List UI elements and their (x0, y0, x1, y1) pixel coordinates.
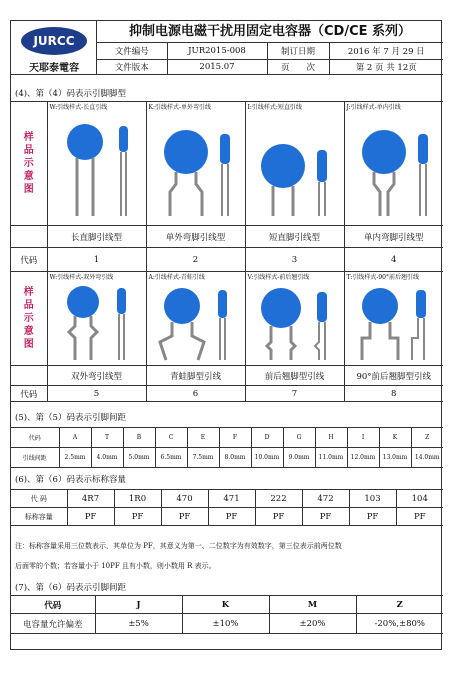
lead-diagram-6 (146, 272, 245, 366)
spacing-value-cell: 2.5mm (59, 448, 91, 468)
spacing-code-cell: Z (411, 428, 443, 448)
capacitor-short-straight-icon (249, 112, 341, 220)
spacing-value-cell: 8.0mm (219, 448, 251, 468)
lead-code-6: 6 (146, 386, 245, 402)
doc-no-value: JUR2015-008 (167, 43, 267, 59)
lead-diagram-3 (245, 102, 344, 226)
lead-caption-7: V:引线样式-前后翘引线 (247, 274, 310, 281)
page-label: 页 次 (267, 59, 329, 75)
capacitance-code-cell: 222 (255, 490, 302, 508)
lead-diagram-2 (146, 102, 245, 226)
capacitance-unit-cell: PF (349, 508, 396, 526)
spacing-code-cell: T (91, 428, 123, 448)
company-name: 天耶泰電容 (29, 63, 79, 74)
lead-spacing-table (11, 427, 443, 468)
spacing-code-cell: K (379, 428, 411, 448)
spacing-code-cell: E (187, 428, 219, 448)
spacing-value-cell: 5.0mm (123, 448, 155, 468)
lead-caption-3: I:引线样式:短直引线 (247, 104, 302, 111)
capacitor-frog-leg-icon (150, 282, 242, 362)
spacing-value-label: 引线间距 (11, 448, 59, 468)
tolerance-code-label: 代码 (11, 596, 95, 614)
lead-caption-4: J:引线样式-单内引线 (346, 104, 401, 111)
lead-code-1: 1 (47, 248, 146, 272)
lead-caption-6: A:引线样式-青蛙引线 (148, 274, 205, 281)
capacitor-90-degree-kink-icon (348, 282, 440, 362)
code-label-2: 代码 (11, 386, 47, 402)
lead-name-5: 双外弯引线型 (47, 366, 146, 386)
capacitance-note-2: 后面零的个数；若容量小于 10PF 且有小数，则小数用 R 表示。 (15, 562, 216, 570)
capacitance-code-cell: 471 (208, 490, 255, 508)
lead-caption-1: W:引线样式-长直引线 (49, 104, 108, 111)
spacing-value-cell: 7.5mm (187, 448, 219, 468)
capacitance-code-cell: 103 (349, 490, 396, 508)
document-header (11, 21, 443, 75)
lead-diagram-5 (47, 272, 146, 366)
tolerance-value-label: 电容量允许偏差 (11, 614, 95, 634)
capacitance-note-1: 注：标称容量采用三位数表示，其单位为 PF，其意义为第一、二位数字为有效数字，第三位表示前两位数 (15, 542, 342, 550)
capacitor-single-inner-bend-icon (348, 112, 440, 220)
spacing-value-cell: 10.0mm (251, 448, 283, 468)
spacing-value-cell: 11.0mm (315, 448, 347, 468)
lead-name-7: 前后翘脚型引线 (245, 366, 344, 386)
lead-name-6: 青蛙脚型引线 (146, 366, 245, 386)
document-page (10, 20, 442, 650)
lead-code-8: 8 (344, 386, 443, 402)
lead-style-table (11, 101, 443, 402)
capacitance-unit-cell: PF (67, 508, 114, 526)
capacitor-single-outer-bend-icon (150, 112, 242, 220)
section-6-title: (6)、第（6）码表示标称容量 (15, 475, 126, 485)
capacitance-code-cell: 104 (396, 490, 443, 508)
page-value: 第 2 页 共 12页 (355, 63, 417, 74)
code-label-1: 代码 (11, 248, 47, 272)
lead-code-5: 5 (47, 386, 146, 402)
capacitance-unit-cell: PF (255, 508, 302, 526)
tolerance-code-cell: M (269, 596, 356, 614)
tolerance-code-cell: J (95, 596, 182, 614)
spacing-value-cell: 9.0mm (283, 448, 315, 468)
lead-code-4: 4 (344, 248, 443, 272)
capacitance-code-cell: 1R0 (114, 490, 161, 508)
spacing-code-cell: A (59, 428, 91, 448)
spacing-value-cell: 12.0mm (347, 448, 379, 468)
section-5-title: (5)、第（5）码表示引脚间距 (15, 413, 126, 423)
capacitance-unit-cell: PF (396, 508, 443, 526)
date-value: 2016 年 7 月 29 日 (329, 43, 443, 59)
spacing-value-cell: 13.0mm (379, 448, 411, 468)
lead-code-7: 7 (245, 386, 344, 402)
spacing-value-cell: 4.0mm (91, 448, 123, 468)
document-meta (97, 43, 443, 75)
capacitance-table (11, 489, 443, 526)
lead-name-2: 单外弯脚引线型 (146, 226, 245, 248)
doc-no-label: 文件编号 (97, 43, 167, 59)
sample-diagram-label-1: 样 品 示 意 图 (11, 102, 47, 226)
capacitor-double-outer-bend-icon (51, 282, 143, 362)
spacing-code-cell: G (283, 428, 315, 448)
spacing-code-cell: B (123, 428, 155, 448)
lead-code-3: 3 (245, 248, 344, 272)
lead-name-3: 短直脚引线型 (245, 226, 344, 248)
lead-diagram-7 (245, 272, 344, 366)
lead-name-4: 单内弯脚引线型 (344, 226, 443, 248)
capacitor-front-back-kink-icon (249, 282, 341, 362)
spacing-code-cell: D (251, 428, 283, 448)
tolerance-code-cell: Z (356, 596, 443, 614)
spacing-code-cell: H (315, 428, 347, 448)
lead-caption-5: W:引线样式-双外弯引线 (49, 274, 114, 281)
company-logo: JURCC (21, 27, 87, 55)
section-7-title: (7)、第（6）码表示引脚间距 (15, 583, 126, 593)
capacitance-unit-cell: PF (161, 508, 208, 526)
date-label: 制订日期 (267, 43, 329, 59)
version-value: 2015.07 (167, 59, 267, 75)
tolerance-value-cell: -20%,±80% (356, 614, 443, 634)
spacing-code-label: 代码 (11, 428, 59, 448)
capacitance-unit-cell: PF (208, 508, 255, 526)
tolerance-table (11, 595, 443, 634)
tolerance-value-cell: ±5% (95, 614, 182, 634)
tolerance-value-cell: ±20% (269, 614, 356, 634)
logo-cell (11, 21, 97, 75)
capacitance-unit-cell: PF (114, 508, 161, 526)
capacitance-code-cell: 4R7 (67, 490, 114, 508)
capacitance-unit-cell: PF (302, 508, 349, 526)
lead-name-8: 90°前后翘脚型引线 (344, 366, 443, 386)
capacitance-code-label: 代 码 (11, 490, 67, 508)
capacitance-code-cell: 470 (161, 490, 208, 508)
lead-code-2: 2 (146, 248, 245, 272)
document-title: 抑制电源电磁干扰用固定电容器（CD/CE 系列） (97, 21, 443, 43)
version-label: 文件版本 (97, 59, 167, 75)
lead-diagram-4 (344, 102, 443, 226)
section-4-title: (4)、第（4）码表示引脚脚型 (15, 89, 126, 99)
capacitance-code-cell: 472 (302, 490, 349, 508)
lead-diagram-8 (344, 272, 443, 366)
lead-name-1: 长直脚引线型 (47, 226, 146, 248)
lead-caption-8: T:引线样式-90°前后翘引线 (346, 274, 419, 281)
spacing-code-cell: C (155, 428, 187, 448)
spacing-value-cell: 14.0mm (411, 448, 443, 468)
capacitance-unit-label: 标称容量 (11, 508, 67, 526)
tolerance-value-cell: ±10% (182, 614, 269, 634)
spacing-code-cell: I (347, 428, 379, 448)
tolerance-code-cell: K (182, 596, 269, 614)
lead-caption-2: K:引线样式-单外弯引线 (148, 104, 212, 111)
capacitor-long-straight-icon (51, 112, 143, 220)
spacing-code-cell: F (219, 428, 251, 448)
sample-diagram-label-2: 样 品 示 意 图 (11, 272, 47, 366)
spacing-value-cell: 6.5mm (155, 448, 187, 468)
lead-diagram-1 (47, 102, 146, 226)
